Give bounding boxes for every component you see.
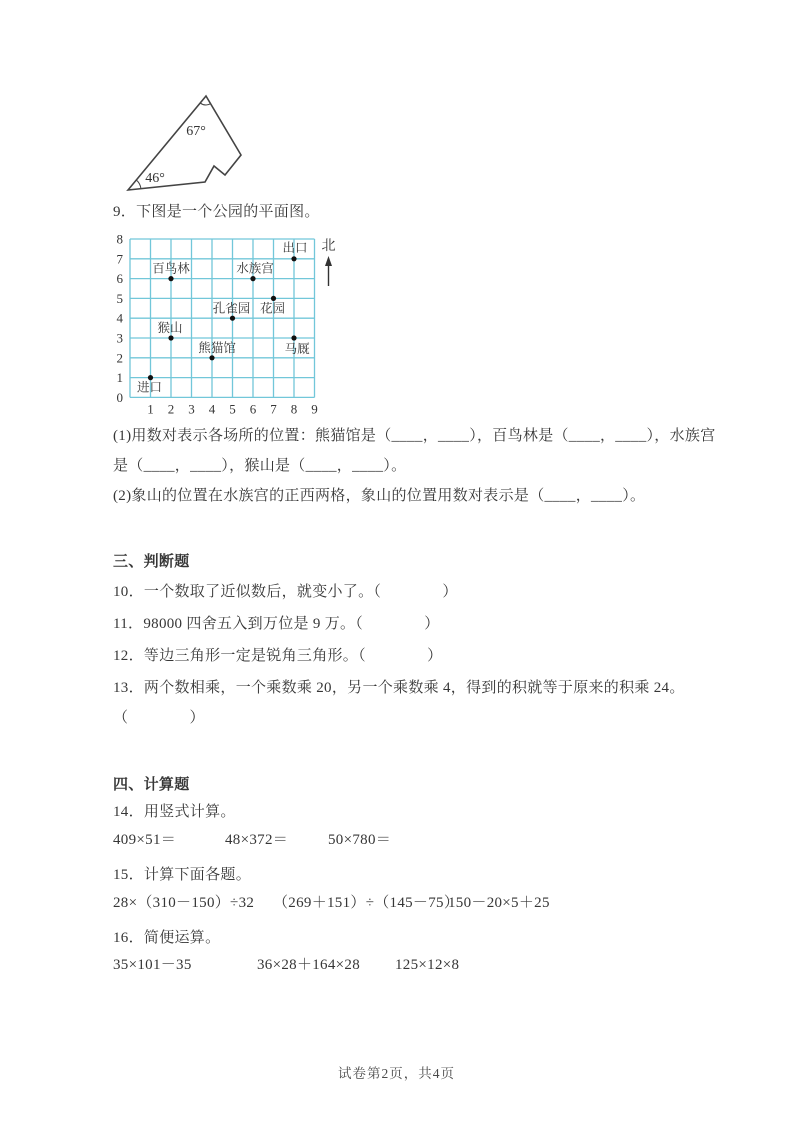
expression-50x780: 50×780＝ [328, 832, 392, 848]
place-label: 马厩 [284, 341, 310, 356]
expression-16-c: 125×12×8 [395, 957, 460, 973]
y-axis-tick-label: 6 [116, 271, 123, 287]
place-label: 猴山 [157, 321, 183, 336]
page-footer: 试卷第2页，共4页 [338, 1066, 455, 1081]
question-9-part1-line1: (1)用数对表示各场所的位置：熊猫馆是（____，____），百鸟林是（____，____），水族宫 [113, 428, 716, 444]
place-dot [168, 335, 173, 340]
judge-item-13-answer-paren: （ ） [113, 710, 205, 726]
place-dot [168, 276, 173, 281]
expression-48x372: 48×372＝ [225, 832, 289, 848]
expression-15-b: （269＋151）÷（145－75） [273, 895, 460, 911]
judge-item-10: 10．一个数取了近似数后，就变小了。（ ） [113, 584, 458, 600]
y-axis-tick-label: 3 [116, 330, 123, 346]
place-label: 进口 [136, 380, 162, 395]
y-axis-tick-label: 7 [116, 251, 123, 267]
y-axis-tick-label: 2 [116, 350, 123, 366]
y-axis-tick-label: 4 [116, 310, 123, 326]
judge-item-13-line1: 13．两个数相乘，一个乘数乘 20，另一个乘数乘 4，得到的积就等于原来的积乘 24。 [113, 680, 685, 696]
expression-409x51: 409×51＝ [113, 832, 177, 848]
expression-16-a: 35×101－35 [113, 957, 192, 973]
place-label: 出口 [282, 240, 308, 255]
place-dot [250, 276, 255, 281]
y-axis-tick-label: 1 [116, 370, 123, 386]
expression-15-a: 28×（310－150）÷32 [113, 895, 255, 911]
place-dot [230, 316, 235, 321]
north-arrow-head [325, 256, 332, 266]
question-9-stem: 9．下图是一个公园的平面图。 [113, 204, 320, 220]
question-15-stem: 15．计算下面各题。 [113, 867, 252, 883]
x-axis-tick-label: 3 [188, 401, 195, 417]
bottom-left-angle-label: 46° [145, 171, 165, 186]
place-dot [291, 335, 296, 340]
question-16-stem: 16．简便运算。 [113, 930, 221, 946]
park-map-figure [105, 228, 370, 428]
place-label: 孔雀园 [212, 301, 251, 316]
place-dot [291, 256, 296, 261]
x-axis-tick-label: 5 [229, 401, 236, 417]
place-dot [209, 355, 214, 360]
expression-15-c: 150－20×5＋25 [448, 895, 550, 911]
section-3-title: 三、判断题 [113, 554, 190, 570]
expression-16-b: 36×28＋164×28 [257, 957, 361, 973]
place-label: 熊猫馆 [198, 340, 236, 355]
triangle-figure [118, 88, 258, 200]
x-axis-tick-label: 9 [311, 401, 318, 417]
y-axis-tick-label: 8 [116, 231, 123, 247]
y-axis-tick-label: 5 [116, 290, 123, 306]
place-label: 花园 [259, 301, 285, 316]
north-label: 北 [321, 239, 336, 254]
y-axis-tick-label: 0 [116, 389, 123, 405]
x-axis-tick-label: 8 [290, 401, 298, 417]
question-14-stem: 14．用竖式计算。 [113, 804, 236, 820]
judge-item-12: 12．等边三角形一定是锐角三角形。（ ） [113, 648, 443, 664]
x-axis-tick-label: 6 [249, 401, 257, 417]
question-9-part1-line2: 是（____，____），猴山是（____，____）。 [113, 458, 407, 474]
place-label: 水族宫 [236, 261, 274, 276]
x-axis-tick-label: 4 [208, 401, 216, 417]
section-4-title: 四、计算题 [113, 777, 190, 793]
top-angle-label: 67° [186, 124, 206, 139]
place-dot [148, 375, 153, 380]
x-axis-tick-label: 1 [147, 401, 154, 417]
judge-item-11: 11．98000 四舍五入到万位是 9 万。（ ） [113, 616, 440, 632]
x-axis-tick-label: 2 [167, 401, 175, 417]
question-9-part2: (2)象山的位置在水族宫的正西两格，象山的位置用数对表示是（____，____）。 [113, 488, 646, 504]
place-label: 百鸟林 [152, 261, 190, 276]
x-axis-tick-label: 7 [270, 401, 277, 417]
place-dot [271, 296, 276, 301]
